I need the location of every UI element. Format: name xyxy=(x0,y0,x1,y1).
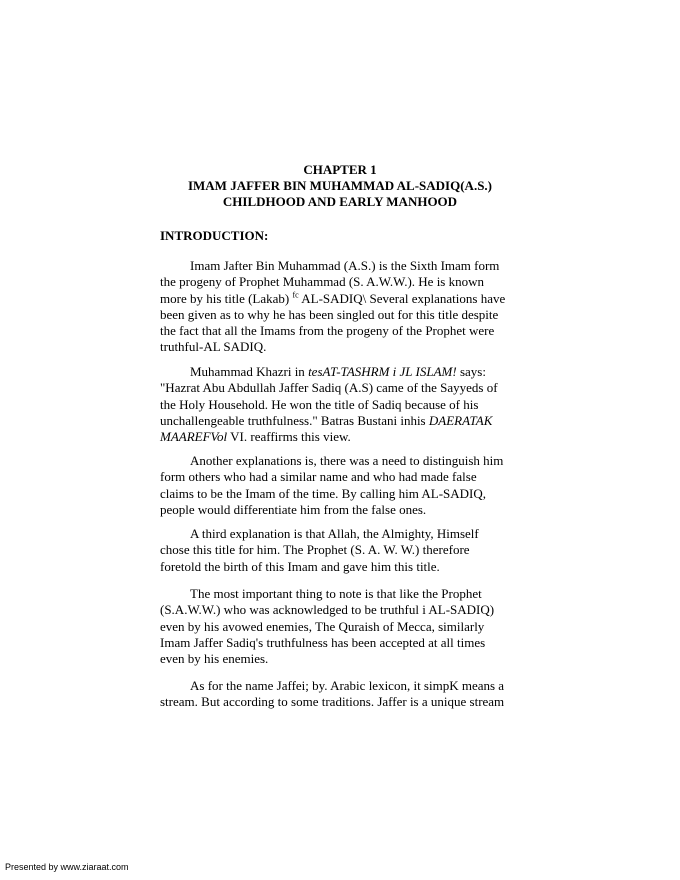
paragraph-line: Imam Jafter Bin Muhammad (A.S.) is the Sixth Imam form xyxy=(190,258,500,273)
paragraph-line: been given as to why he has been singled out for this title despite xyxy=(160,306,499,322)
paragraph-line xyxy=(160,291,540,307)
paragraph-line: form others who had a similar name and who had made false xyxy=(160,469,477,485)
text-run: VI. reaffirms this view. xyxy=(227,429,351,445)
section-title: INTRODUCTION: xyxy=(160,228,269,243)
paragraph-line: even by his avowed enemies, The Quraish of Mecca, similarly xyxy=(160,618,485,634)
paragraph-3 xyxy=(160,453,540,518)
paragraph-line: people would differentiate him from the false ones. xyxy=(160,501,427,517)
paragraph-line: foretold the birth of this Imam and gave him this title. xyxy=(160,558,440,574)
book-title: tesAT-TASHRM i JL ISLAM! xyxy=(308,364,457,379)
paragraph-line: claims to be the Imam of the time. By calling him AL-SADIQ, xyxy=(160,485,487,501)
paragraph-line: "Hazrat Abu Abdullah Jaffer Sadiq (A.S) came of the Sayyeds of xyxy=(160,380,498,396)
paragraph-line xyxy=(160,413,540,429)
paragraph-line xyxy=(160,429,540,445)
paragraph-line: Imam Jaffer Sadiq's truthfulness has been accepted at all times xyxy=(160,634,486,650)
chapter-number: CHAPTER 1 xyxy=(303,162,377,177)
book-title: MAAREFVol xyxy=(160,429,228,445)
paragraph-line: (S.A.W.W.) who was acknowledged to be truthful i AL-SADIQ) xyxy=(160,602,495,618)
paragraph-line: A third explanation is that Allah, the Almighty, Himself xyxy=(190,526,479,541)
text-run: Muhammad Khazri in xyxy=(190,364,309,379)
paragraph-2 xyxy=(160,364,540,445)
paragraph-line: As for the name Jaffei; by. Arabic lexicon, it simpK means a xyxy=(190,678,505,693)
paragraph-line: The most important thing to note is that like the Prophet xyxy=(190,586,482,601)
paragraph-1 xyxy=(160,258,540,356)
chapter-subtitle: CHILDHOOD AND EARLY MANHOOD xyxy=(222,194,458,209)
paragraph-4 xyxy=(160,526,540,575)
footer-credit: Presented by www.ziaraat.com xyxy=(5,862,129,872)
book-title: DAERATAK xyxy=(428,412,493,428)
paragraph-line: stream. But according to some traditions. Jaffer is a unique stream xyxy=(160,694,505,710)
paragraph-line: the fact that all the Imams from the progeny of the Prophet were xyxy=(160,323,495,339)
text-run: says: xyxy=(456,364,486,379)
paragraph-line xyxy=(160,364,540,380)
paragraph-line: chose this title for him. The Prophet (S. A. W. W.) therefore xyxy=(160,542,470,558)
paragraph-line: the progeny of Prophet Muhammad (S. A.W.W.). He is known xyxy=(160,274,485,290)
superscript-mark: fc xyxy=(292,290,299,300)
paragraph-6 xyxy=(160,678,540,711)
text-run: unchallengeable truthfulness." Batras Bustani inhis xyxy=(160,412,429,428)
paragraph-5 xyxy=(160,586,540,667)
paragraph-line: Another explanations is, there was a need to distinguish him xyxy=(190,453,504,468)
chapter-title: IMAM JAFFER BIN MUHAMMAD AL-SADIQ(A.S.) xyxy=(187,178,493,193)
paragraph-line: truthful-AL SADIQ. xyxy=(160,339,267,355)
paragraph-line: even by his enemies. xyxy=(160,651,269,667)
text-run: AL-SADIQ\ Several explanations have xyxy=(301,290,506,306)
text-run: more by his title (Lakab) xyxy=(160,290,290,306)
paragraph-line: the Holy Household. He won the title of Sadiq because of his xyxy=(160,396,479,412)
